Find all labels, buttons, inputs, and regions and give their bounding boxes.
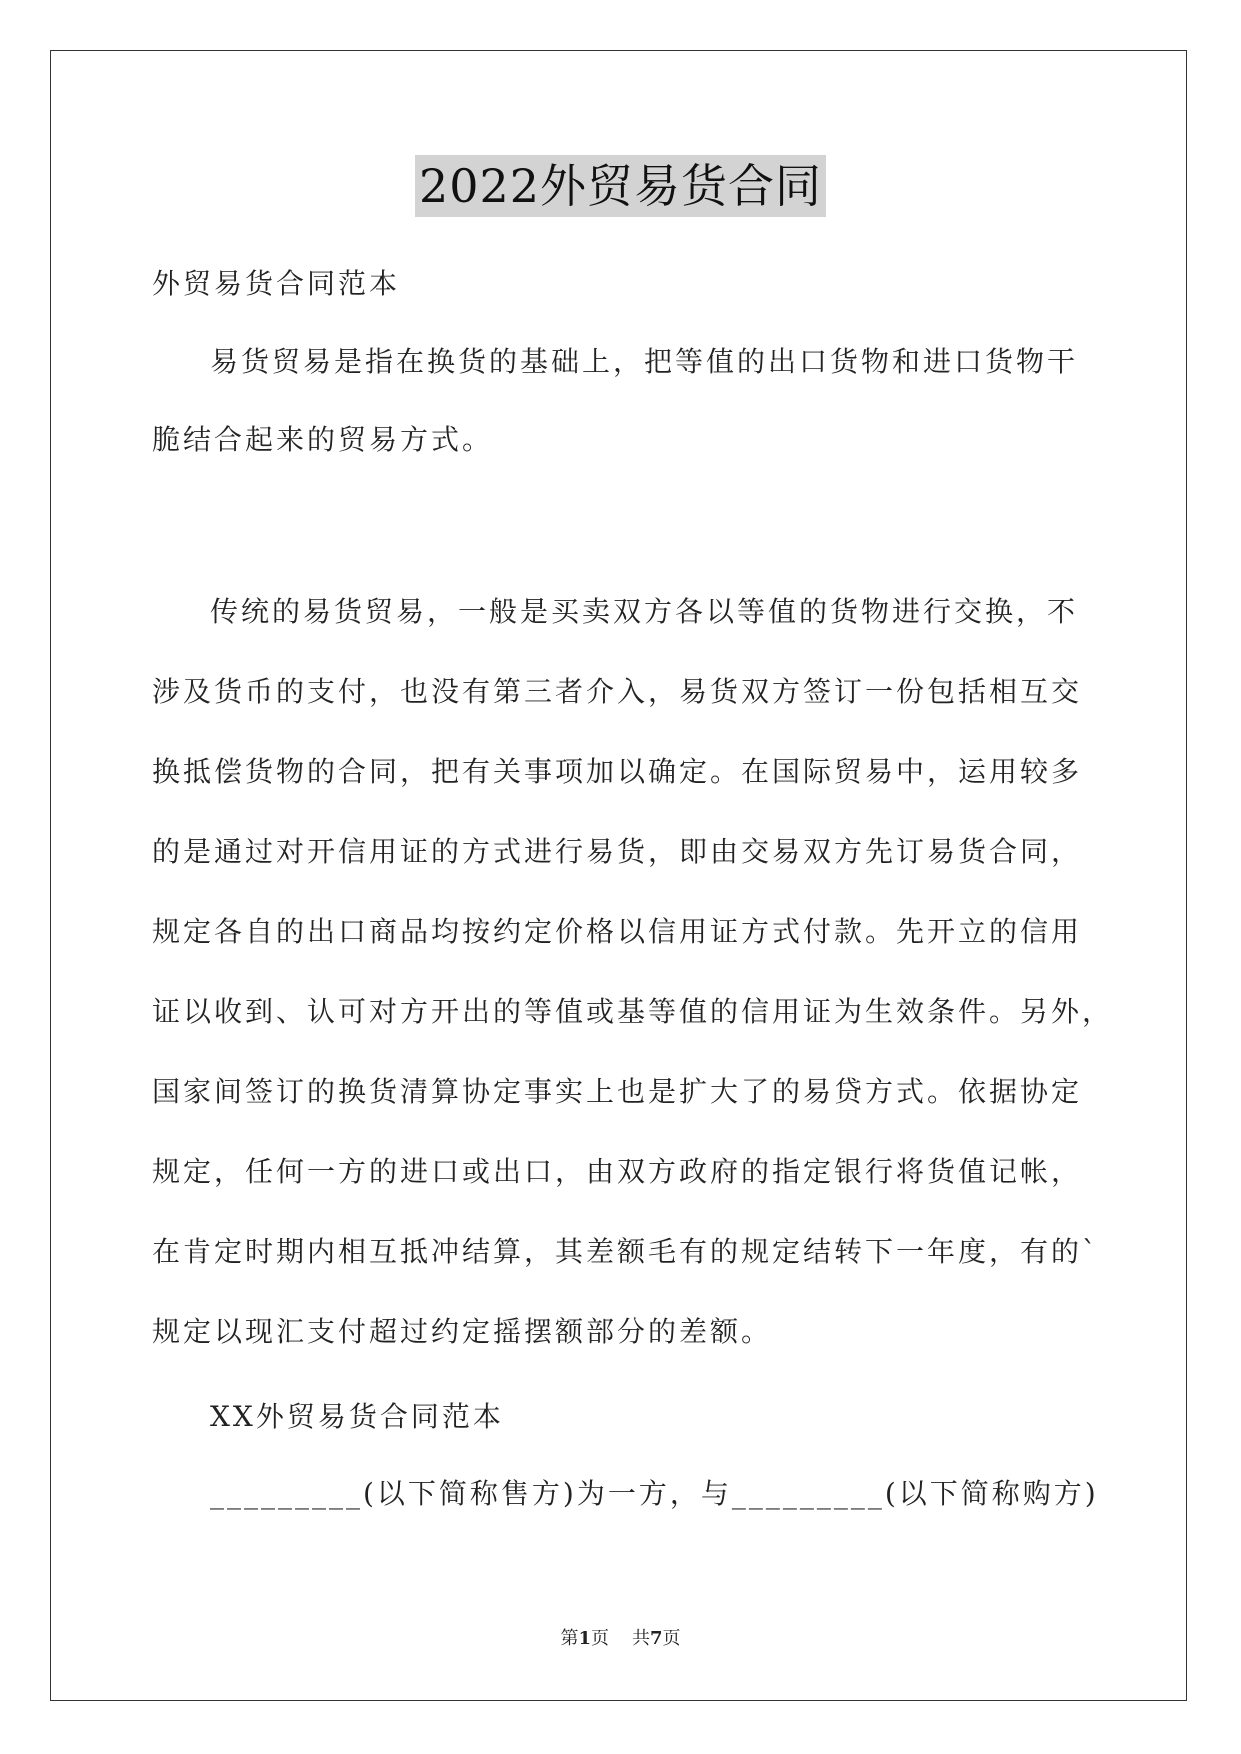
body-line: 规定以现汇支付超过约定摇摆额部分的差额。 xyxy=(152,1315,773,1348)
subtitle xyxy=(152,262,1092,302)
body-line: 规定各自的出口商品均按约定价格以信用证方式付款。先开立的信用 xyxy=(152,915,1083,948)
body-line: 换抵偿货物的合同，把有关事项加以确定。在国际贸易中，运用较多 xyxy=(152,755,1083,788)
body-line: 证以收到、认可对方开出的等值或基等值的信用证为生效条件。另外， xyxy=(152,995,1114,1028)
footer-total-pages: 7 xyxy=(649,1628,663,1649)
document-title: 2022外贸易货合同 xyxy=(415,155,826,217)
footer-page-prefix: 第 xyxy=(560,1628,579,1649)
footer-total-prefix: 共 xyxy=(631,1628,650,1649)
footer-total-suffix: 页 xyxy=(662,1628,681,1649)
intro-line: 脆结合起来的贸易方式。 xyxy=(152,423,494,456)
subtitle-text: 外贸易货合同范本 xyxy=(152,267,401,300)
body-line: 传统的易货贸易，一般是买卖双方各以等值的货物进行交换，不 xyxy=(210,595,1079,628)
body-line: 在肯定时期内相互抵冲结算，其差额毛有的规定结转下一年度，有的` xyxy=(152,1235,1100,1268)
footer-page-suffix: 页 xyxy=(591,1628,610,1649)
intro-line: 易货贸易是指在换货的基础上，把等值的出口货物和进口货物干 xyxy=(210,345,1079,378)
section-title: XX外贸易货合同范本 xyxy=(210,1400,504,1433)
body-line: 的是通过对开信用证的方式进行易货，即由交易双方先订易货合同， xyxy=(152,835,1083,868)
party-line: _________(以下简称售方)为一方，与_________(以下简称购方) xyxy=(210,1477,1099,1510)
body-line: 规定，任何一方的进口或出口，由双方政府的指定银行将货值记帐， xyxy=(152,1155,1083,1188)
footer-page-number: 1 xyxy=(578,1628,592,1649)
title-container xyxy=(0,155,1241,217)
body-line: 涉及货币的支付，也没有第三者介入，易货双方签订一份包括相互交 xyxy=(152,675,1083,708)
body-line: 国家间签订的换货清算协定事实上也是扩大了的易贷方式。依据协定 xyxy=(152,1075,1083,1108)
page-footer xyxy=(0,1624,1241,1650)
